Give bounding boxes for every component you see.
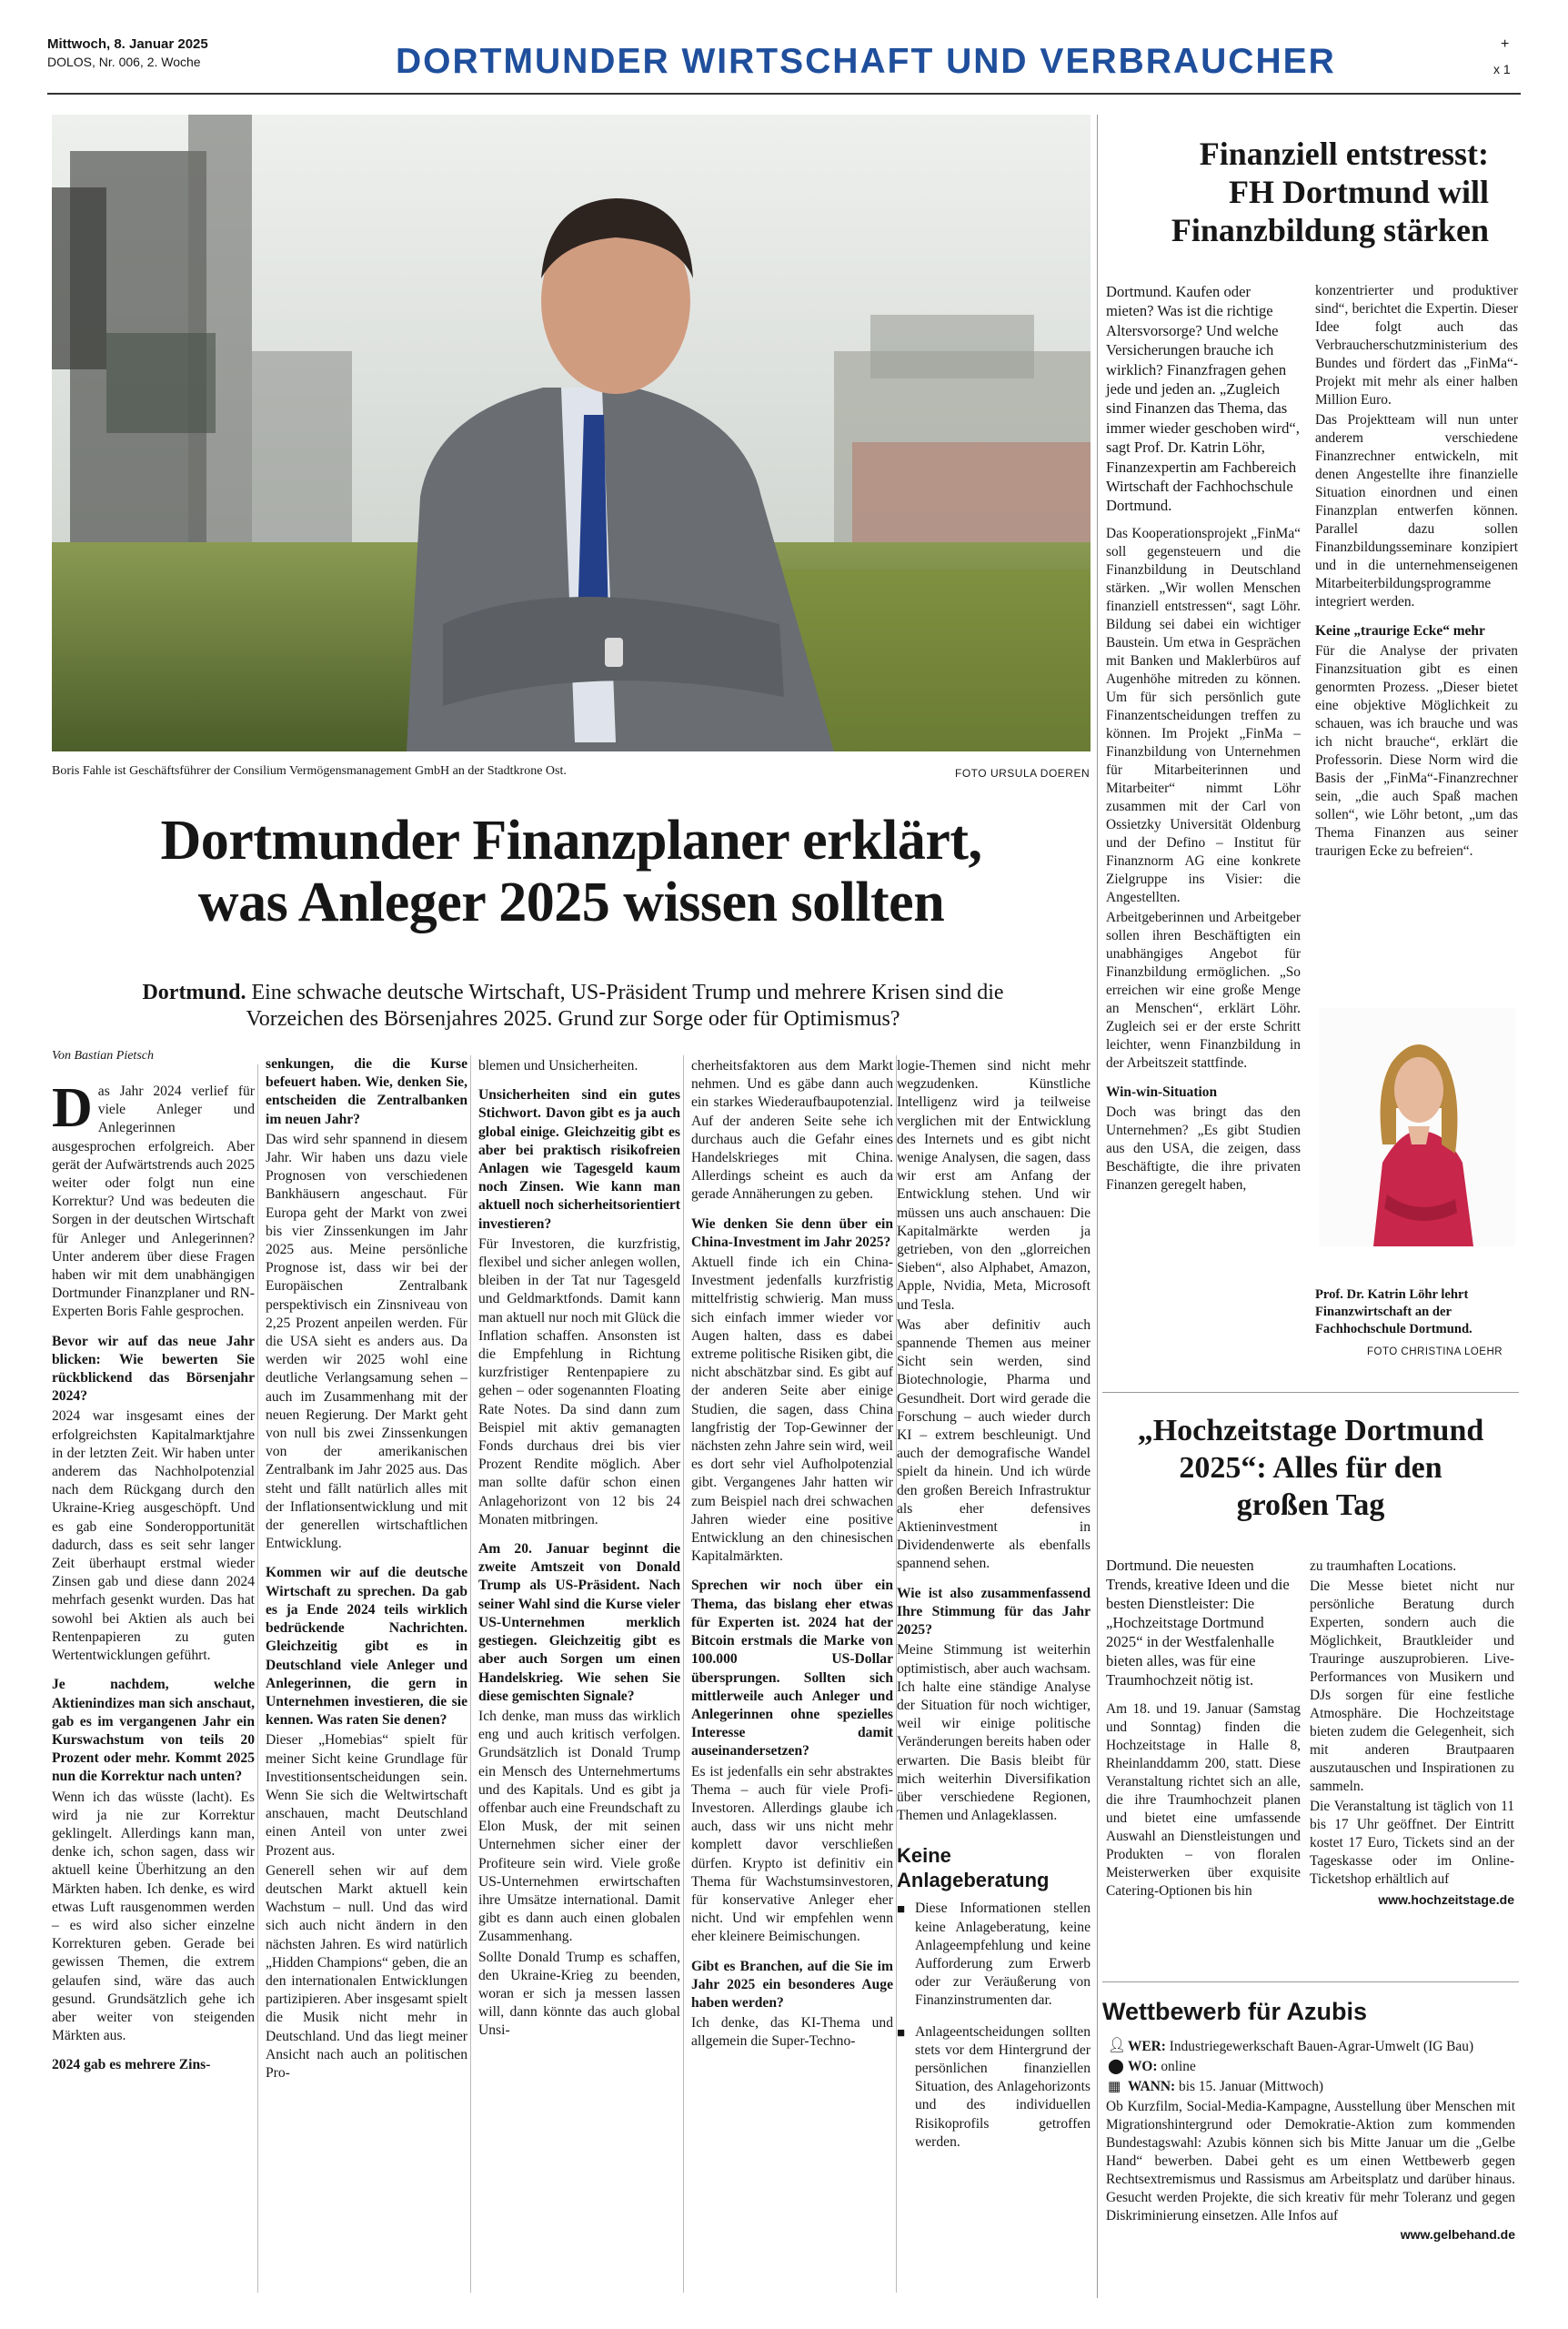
main-col-1-question-3: Je nachdem, welche Aktienindizes man sich anschaut, gab es im vergangenen Jahr ein Kurswachstum von teils 20 Prozent oder mehr. Kommt 2025 nun die Korrektur nach unten?	[52, 1677, 255, 1785]
fh-headline	[1102, 135, 1489, 249]
wedding-col-b	[1310, 1558, 1514, 1911]
main-teaser	[123, 980, 1023, 1033]
drop-cap: D	[52, 1077, 93, 1139]
azubi-url[interactable]: www.gelbehand.de	[1400, 2227, 1515, 2242]
wedding-lead: Dortmund. Die neuesten Trends, kreative Ideen und die besten Dienstleister: Die „Hochzeitstage Dortmund 2025“ in der Westfalenhalle bieten alles, was für eine Traumhochzeit nötig ist.	[1106, 1557, 1290, 1689]
main-col-2-question-0: senkungen, die die Kurse befeuert haben. Wie, denken Sie, entscheiden die Zentralbanken im neuen Jahr?	[266, 1056, 467, 1127]
main-photo-caption: Boris Fahle ist Geschäftsführer der Consilium Vermögensmanagement GmbH an der Stadtkrone Ost.	[52, 764, 567, 778]
main-col-3-text-2: Für Investoren, die kurzfristig, flexibel und sicher anlegen wollen, bleiben in der Tat nur Tagesgeld und Geldmarktfonds. Damit kann man aktuell nur noch mit Glück die Inflation schaffen. Ansonsten ist die Empfehlung in Richtung kurzfristiger Rentenpapiere zu gehen – oder sogenannten Floating Rate Notes. Da sind dann zum Beispiel mit aktiv gemanagten Fonds durchaus drei bis vier Prozent Rendite möglich. Aber man sollte dafür schon einen Anlagehorizont von 12 bis 24 Monaten mitbringen.	[478, 1235, 680, 1527]
disclaimer-item	[897, 1900, 1091, 2010]
fh-lead	[1106, 282, 1301, 516]
main-col-2-question-2: Kommen wir auf die deutsche Wirtschaft zu sprechen. Da gab es ja Ende 2024 teils wirklich bedrückende Nachrichten. Gleichzeitig gibt es in Deutschland viele Anleger und Anlegerinnen, die gern in Unternehmen investieren, die sie kennen. Was raten Sie denen?	[266, 1565, 467, 1729]
wedding-headline-line-1: „Hochzeitstage Dortmund	[1137, 1414, 1484, 1447]
azubi-where: online	[1161, 2059, 1196, 2074]
masthead	[47, 35, 1521, 98]
fh-col-a-text-2: Arbeitgeberinnen und Arbeitgeber sollen ihren Beschäftigten ein unabhängiges Angebot für Finanzbildung ermöglichen. „So erreichen wir eine große Menge an Menschen“, erklärt Löhr. Zugleich sei er der erste Schritt leichter, wenn Finanzbildung in der Arbeitszeit stattfinde.	[1106, 909, 1301, 1071]
fh-col-a	[1106, 282, 1301, 1196]
location-pin-icon: ⬤	[1108, 2059, 1124, 2074]
boris-fahle-portrait	[52, 115, 1091, 751]
main-col-1	[52, 1077, 255, 2077]
main-col-4-text-0: cherheitsfaktoren aus dem Markt nehmen. Und es gäbe dann auch ein starkes Wiederaufbaupotenzial. Auf der anderen Seite sehe ich durchaus auch die Gefahr eines Handelskrieges mit China. Allerdings scheint es auch da gerade Annäherungen zu geben.	[691, 1058, 893, 1203]
main-col-4-question-1: Wie denken Sie denn über ein China-Investment im Jahr 2025?	[691, 1215, 893, 1250]
corner-code: x 1	[1493, 62, 1511, 76]
wedding-url[interactable]: www.hochzeitstage.de	[1378, 1892, 1514, 1907]
katrin-loehr-portrait	[1319, 1008, 1515, 1246]
col-divider-2	[470, 1055, 471, 2293]
wedding-bottom-rule	[1102, 1981, 1519, 1982]
fh-col-b-text-0: konzentrierter und produktiver sind“, berichtet die Expertin. Dieser Idee folgt auch das Verbraucherschutzministerium des Bundes und fördert das „FinMa“-Projekt mit mehr als einer halben Million Euro.	[1315, 283, 1518, 408]
teaser-place: Dortmund.	[142, 981, 246, 1004]
azubi-when-row	[1106, 2078, 1515, 2096]
main-col-1-text-0: as Jahr 2024 verlief für viele Anleger und Anlegerinnen ausgesprochen erfolgreich. Aber gerät der Aufwärtstrends auch 2025 weiter oder folgt nun eine Korrektur? Und was bedeuten die Sorgen in der deutschen Wirtschaft für Anleger und Anlegerinnen? Unter anderem über diese Fragen haben wir mit dem unabhängigen Dortmunder Finanzplaner und RN-Experten Boris Fahle gesprochen.	[52, 1084, 255, 1320]
main-col-4-text-2: Aktuell finde ich ein China-Investment jedenfalls kurzfristig mittelfristig schwierig. Man muss sich einfach immer wieder vor Augen halten, dass es dabei extreme politische Risiken gibt, die nicht abschätzbar sind. Es gibt auf der anderen Seite aber einige Studien, die sagen, dass China langfristig der Top-Gewinner der nächsten zehn Jahre sein wird, weil es dort sehr viel Aufholpotenzial gibt. Vergangenes Jahr hatten wir zum Beispiel nach drei schwachen Jahren wieder eine positive Entwicklung an den chinesischen Kapitalmärkten.	[691, 1255, 893, 1565]
masthead-rule	[47, 93, 1521, 95]
teaser-text: Eine schwache deutsche Wirtschaft, US-Präsident Trump und mehrere Krisen sind die Vorzeichen des Börsenjahres 2025. Grund zur Sorge oder für Optimismus?	[246, 981, 1004, 1031]
disclaimer-item-text: Diese Informationen stellen keine Anlageberatung, keine Anlageempfehlung und keine Aufforderung zum Erwerb oder zur Veräußerung von Finanzinstrumenten dar.	[915, 1901, 1091, 2009]
fh-bottom-rule	[1102, 1392, 1519, 1393]
fh-subhead-win-win: Win-win-Situation	[1106, 1084, 1218, 1100]
azubi-who: Industriegewerkschaft Bauen-Agrar-Umwelt (IG Bau)	[1169, 2039, 1474, 2054]
main-col-3-text-5: Sollte Donald Trump es schaffen, den Ukraine-Krieg zu beenden, woran er sich ja messen lassen will, dann könnte das auch global Unsi-	[478, 1949, 680, 2039]
fh-col-b-text-1: Das Projektteam will nun unter anderem verschiedene Finanzrechner entwickeln, mit denen Angestellte ihre finanzielle Situation einordnen und einen Finanzplan entwerfen können. Parallel dazu sollen Finanzbildungsseminare konzipiert und in die unternehmenseigenen Mitarbeiterbildungsprogramme integriert werden.	[1315, 412, 1518, 610]
main-col-4-text-4: Es ist jedenfalls ein sehr abstraktes Thema – auch für viele Profi-Investoren. Allerdings glaube ich auch, dass wir uns nicht mehr komplett davor verschließen dürfen. Krypto ist definitiv ein Thema für Wachstumsinvestoren, für konservative Anleger eher nicht. Und wir empfehlen wenn eher kleinere Beimischungen.	[691, 1763, 893, 1945]
disclaimer-title	[897, 1843, 1091, 1892]
disclaimer-title-line-1: Keine	[897, 1844, 951, 1868]
main-col-5	[897, 1057, 1091, 2153]
azubi-headline: Wettbewerb für Azubis	[1102, 1998, 1368, 2025]
disclaimer-title-line-2: Anlageberatung	[897, 1869, 1050, 1892]
azubi-when-label: WANN:	[1128, 2079, 1176, 2094]
main-col-4-question-3: Sprechen wir noch über ein Thema, das bislang eher etwas für Experten ist. 2024 hat der Bitcoin erstmals die Marke von 100.000 US-Dollar übersprungen. Sollten sich mittlerweile auch Anleger und Anlegerinnen ohne spezielles Interesse damit auseinandersetzen?	[691, 1578, 893, 1759]
issue-date: Mittwoch, 8. Januar 2025	[47, 36, 208, 52]
main-headline-line-1: Dortmunder Finanzplaner erklärt,	[160, 810, 982, 872]
main-col-1-question-1: Bevor wir auf das neue Jahr blicken: Wie bewerten Sie rückblickend das Börsenjahr 2024?	[52, 1333, 255, 1405]
calendar-icon: ▦	[1108, 2080, 1121, 2094]
fh-headline-line-1: Finanziell entstresst:	[1199, 136, 1489, 172]
right-column-divider	[1097, 115, 1098, 2298]
main-col-1-question-5: 2024 gab es mehrere Zins-	[52, 2057, 211, 2073]
main-photo	[52, 115, 1091, 751]
main-col-1-text-4: Wenn ich das wüsste (lacht). Es wird ja nie zur Korrektur geklingelt. Allerdings kann man, denke ich, schon sagen, dass wir aktuell keine Überhitzung an den Märkten haben. Ich denke, es wird etwas Luft rausgenommen werden – es wird also sicher einzelne Korrekturen geben. Gerade bei gewissen Themen, die extrem gelaufen sind, wäre das auch gesund. Grundsätzlich gehe ich aber weiter von steigenden Märkten aus.	[52, 1789, 255, 2044]
wedding-col-b-text-2: Die Veranstaltung ist täglich von 11 bis 17 Uhr geöffnet. Der Eintritt kostet 17 Euro, Tickets sind an der Tageskasse oder im Online-Ticketshop erhältlich auf	[1310, 1799, 1514, 1887]
fh-col-b-text-3: Für die Analyse der privaten Finanzsituation gibt es einen genormten Prozess. „Dieser bietet eine objektive Möglichkeit zu schauen, was ich brauche und was ich nicht brauche“, erklärt die Professorin. Diese Norm wird die Basis der „FinMa“-Finanzrechner sein, „die auch Spaß machen sollen“, wie Löhr betont, „um das Thema Finanzen aus seiner traurigen Ecke zu befreien“.	[1315, 643, 1518, 859]
square-bullet-icon: ■	[897, 1902, 906, 1918]
fh-subhead-traurige-ecke: Keine „traurige Ecke“ mehr	[1315, 623, 1485, 639]
square-bullet-icon: ■	[897, 2025, 906, 2041]
wedding-headline	[1102, 1412, 1519, 1524]
issue-number: DOLOS, Nr. 006, 2. Woche	[47, 55, 201, 69]
main-col-4-text-6: Ich denke, das KI-Thema und allgemein die Super-Techno-	[691, 2015, 893, 2050]
wedding-headline-line-3: großen Tag	[1236, 1488, 1385, 1522]
disclaimer-list	[897, 1900, 1091, 2152]
person-icon: 👤︎	[1108, 2038, 1127, 2053]
azubi-when: bis 15. Januar (Mittwoch)	[1179, 2079, 1324, 2094]
main-col-2-text-4: Generell sehen wir auf dem deutschen Markt aktuell kein Wachstum – null. Und das wird sich auch nicht ändern in den nächsten Jahren. Es wird natürlich „Hidden Champions“ geben, die an den internationalen Entwicklungen partizipieren. Aber insgesamt spielt die Musik nicht mehr in Deutschland. Und das liegt meiner Ansicht nach auch an politischen Pro-	[266, 1862, 467, 2081]
loehr-photo-credit: FOTO CHRISTINA LOEHR	[1367, 1346, 1503, 1357]
fh-col-a-text-4: Doch was bringt das den Unternehmen? „Es gibt Studien aus den USA, die zeigen, dass Beschäftigte, die ihre privaten Finanzen geregelt haben,	[1106, 1104, 1301, 1193]
wedding-col-b-text-1: Die Messe bietet nicht nur persönliche Beratung durch Experten, sondern auch die Möglichkeit, Brautkleider und Trauringe auszuprobieren. Live-Performances von Musikern und DJs sorgen für eine festliche Atmosphäre. Die Hochzeitstage bieten zudem die Gelegenheit, sich mit anderen Brautpaaren auszutauschen und Inspirationen zu sammeln.	[1310, 1578, 1514, 1794]
main-col-5-text-1: Was aber definitiv auch spannende Themen aus meiner Sicht sein werden, sind Biotechnologie, Pharma und Gesundheit. Dort wird gerade die Forschung – auch wieder durch KI – extrem beschleunigt. Und auch der demografische Wandel spielt da hinein. Und ich würde den großen Bereich Infrastruktur als eher defensives Aktieninvestment in Dividendenwerte als ebenfalls spannend sehen.	[897, 1316, 1091, 1572]
main-headline-line-2: was Anleger 2025 wissen sollten	[197, 872, 945, 933]
main-col-2-text-3: Dieser „Homebias“ spielt für meiner Sicht keine Grundlage für Investitionsentscheidungen sein. Wenn Sie sich die Weltwirtschaft anschauen, macht Deutschland einen Anteil von unter zwei Prozent aus.	[266, 1732, 467, 1859]
main-col-2-text-1: Das wird sehr spannend in diesem Jahr. Wir haben uns dazu viele Prognosen von verschiedenen Bankhäusern angeschaut. Für Europa geht der Markt von zwei bis vier Zinssenkungen im Jahr 2025 aus. Meine persönliche Prognose ist, dass wir bei der Europäischen Zentralbank perspektivisch ein Zinsniveau von 2,25 Prozent anpeilen werden. Für die USA sieht es anders aus. Da werden wir 2025 wohl eine deutliche Verlangsamung sehen – auch im Zusammenhang mit der neuen Regierung. Der Markt geht von null bis zwei Zinssenkungen von der amerikanischen Zentralbank im Jahr 2025 aus. Das steht und fällt natürlich alles mit der Inflationsentwicklung und mit der generellen wirtschaftlichen Entwicklung.	[266, 1131, 467, 1552]
azubi-facts	[1106, 2038, 1515, 2243]
fh-col-a-text-1: Das Kooperationsprojekt „FinMa“ soll gegensteuern und die Finanzbildung in Deutschland stärken. „Wir wollen Menschen finanziell entstressen“, sagt Löhr. Bildung sei dabei ein wichtiger Baustein. Um etwa in Gesprächen mit Banken und Maklerbüros auf Augenhöhe mitreden zu können. Um für sich persönlich gute Finanzentscheidungen treffen zu können. Im Projekt „FinMa – Finanzbildung von Unternehmen für Mitarbeiterinnen und Mitarbeiter“ nimmt Löhr zusammen mit der Carl von Ossietzky Universität Oldenburg und der Defino – Institut für Finanznorm AG eine konkrete Zielgruppe ins Visier: die Angestellten.	[1106, 525, 1301, 905]
azubi-body: Ob Kurzfilm, Social-Media-Kampagne, Ausstellung über Menschen mit Migrationshintergrund oder Demokratie-Aktion zum kommenden Bundestagswahl: Azubis können sich bis Mitte Januar um die „Gelbe Hand“ bewerben. Dabei geht es um einen Wettbewerb gegen Rechtsextremismus und Rassismus am Arbeitsplatz und darüber hinaus. Gesucht werden Projekte, die sich kreativ für mehr Toleranz und gegen Diskriminierung einsetzen. Alle Infos auf	[1106, 2099, 1515, 2223]
main-col-3-text-4: Ich denke, man muss das wirklich eng und auch kritisch verfolgen. Grundsätzlich ist Donald Trump ein Mensch des Unternehmertums und des Kapitals. Und es gibt ja offenbar auch eine Freundschaft zu Elon Musk, der mit seinen Unternehmen sicher einer der Profiteure sein wird. Viele große US-Unternehmen erwirtschaften ihre Umsätze international. Damit gibt es dann auch einen globalen Zusammenhang.	[478, 1708, 680, 1945]
main-col-5-text-0: logie-Themen sind nicht mehr wegzudenken. Künstliche Intelligenz wird ja teilweise verglichen mit der Entwicklung des Internets und es gibt nicht wenige Analysen, die sagen, dass wir erst am Anfang der Entwicklung stehen. Und wir müssen uns auch anschauen: Die Kapitalmärkte werden ja getrieben, von den „glorreichen Sieben“, also Alphabet, Amazon, Apple, Nvidia, Meta, Microsoft und Tesla.	[897, 1058, 1091, 1313]
col-divider-1	[257, 1064, 258, 2293]
disclaimer-item	[897, 2023, 1091, 2152]
main-headline	[52, 810, 1091, 933]
fh-headline-line-3: Finanzbildung stärken	[1171, 212, 1489, 248]
main-col-2	[266, 1055, 467, 2084]
azubi-where-row	[1106, 2058, 1515, 2076]
loehr-photo-caption: Prof. Dr. Katrin Löhr lehrt Finanzwirtschaft an der Fachhochschule Dortmund.	[1315, 1287, 1473, 1336]
col-divider-3	[683, 1055, 684, 2293]
wedding-col-a	[1106, 1556, 1301, 1902]
section-title: DORTMUNDER WIRTSCHAFT UND VERBRAUCHER	[396, 42, 1336, 81]
fh-col-b	[1315, 282, 1518, 862]
main-col-5-text-3: Meine Stimmung ist weiterhin optimistisch, aber auch wachsam. Ich halte eine ständige Analyse der Situation für noch wichtiger, weil wir einige politische Veränderungen bereits haben oder erwarten. Die Basis bleibt für mich weiterhin Diversifikation über verschiedene Regionen, Themen und Anlageklassen.	[897, 1642, 1091, 1824]
main-col-3-text-0: blemen und Unsicherheiten.	[478, 1058, 638, 1074]
wedding-headline-line-2: 2025“: Alles für den	[1179, 1451, 1442, 1485]
main-col-3-question-1: Unsicherheiten sind ein gutes Stichwort. Davon gibt es ja auch global einige. Gleichzeitig gibt es aber bei praktisch risikofreien Anlagen wie Tagesgeld kaum noch Zinsen. Wie kann man aktuell noch sicherheitsorientiert investieren?	[478, 1087, 680, 1232]
fh-lead-text: Dortmund. Kaufen oder mieten? Was ist die richtige Altersvorsorge? Und welche Versicherungen brauche ich wirklich? Finanzfragen gehen jede und jeden an. „Zugleich sind Finanzen das Thema, das immer wieder geschoben wird“, sagt Prof. Dr. Katrin Löhr, Finanzexpertin am Fachbereich Wirtschaft der Fachhochschule Dortmund.	[1106, 283, 1300, 515]
byline: Von Bastian Pietsch	[52, 1049, 154, 1063]
main-photo-credit: FOTO URSULA DOEREN	[955, 767, 1091, 780]
disclaimer-box	[897, 1843, 1091, 2152]
azubi-who-label: WER:	[1128, 2039, 1166, 2054]
fh-headline-line-2: FH Dortmund will	[1228, 174, 1489, 210]
main-col-1-text-2: 2024 war insgesamt eines der erfolgreichsten Kapitalmarktjahre in der letzten Zeit. Wir haben unter anderem das Nachholpotenzial nach dem Rückgang durch den Ukraine-Krieg ausgeschöpft. Und es gab eine Sonderopportunität dadurch, dass es seit sehr langer Zeit überhaupt erstmal wieder Zinsen gab und diese dann 2024 mehrfach gesenkt wurden. Das hat sowohl bei Aktien als auch bei Rentenpapieren zu guten Wertentwicklungen geführt.	[52, 1408, 255, 1664]
wedding-col-a-text-1: Am 18. und 19. Januar (Samstag und Sonntag) finden die Hochzeitstage in Halle 8, Rheinlanddamm 200, statt. Diese Veranstaltung richtet sich an alle, die ihre Traumhochzeit planen und bietet eine umfassende Auswahl an Dienstleistungen und Produkten – von floralen Meisterwerken über exquisite Catering-Optionen bis hin	[1106, 1701, 1301, 1899]
corner-mark: +	[1501, 36, 1510, 52]
azubi-where-label: WO:	[1128, 2059, 1158, 2074]
main-col-3	[478, 1057, 680, 2042]
wedding-col-b-text-0: zu traumhaften Locations.	[1310, 1558, 1457, 1574]
main-col-5-question-2: Wie ist also zusammenfassend Ihre Stimmung für das Jahr 2025?	[897, 1585, 1091, 1638]
disclaimer-item-text: Anlageentscheidungen sollten stets vor dem Hintergrund der persönlichen finanziellen Situation, des Anlagehorizonts und des individuellen Risikoprofils getroffen werden.	[915, 2023, 1091, 2150]
drop-cap-paragraph	[52, 1077, 255, 1322]
main-col-4-question-5: Gibt es Branchen, auf die Sie im Jahr 2025 ein besonderes Auge haben werden?	[691, 1958, 893, 2011]
azubi-who-row	[1106, 2038, 1515, 2056]
main-col-3-question-3: Am 20. Januar beginnt die zweite Amtszeit von Donald Trump als US-Präsident. Nach seiner Wahl sind die Kurse vieler US-Unternehmen merklich gestiegen. Gleichzeitig gibt es aber auch Sorgen um einen Handelskrieg. Wie sehen Sie diese gemischten Signale?	[478, 1541, 680, 1704]
main-col-4	[691, 1057, 893, 2053]
loehr-photo	[1319, 1008, 1515, 1246]
